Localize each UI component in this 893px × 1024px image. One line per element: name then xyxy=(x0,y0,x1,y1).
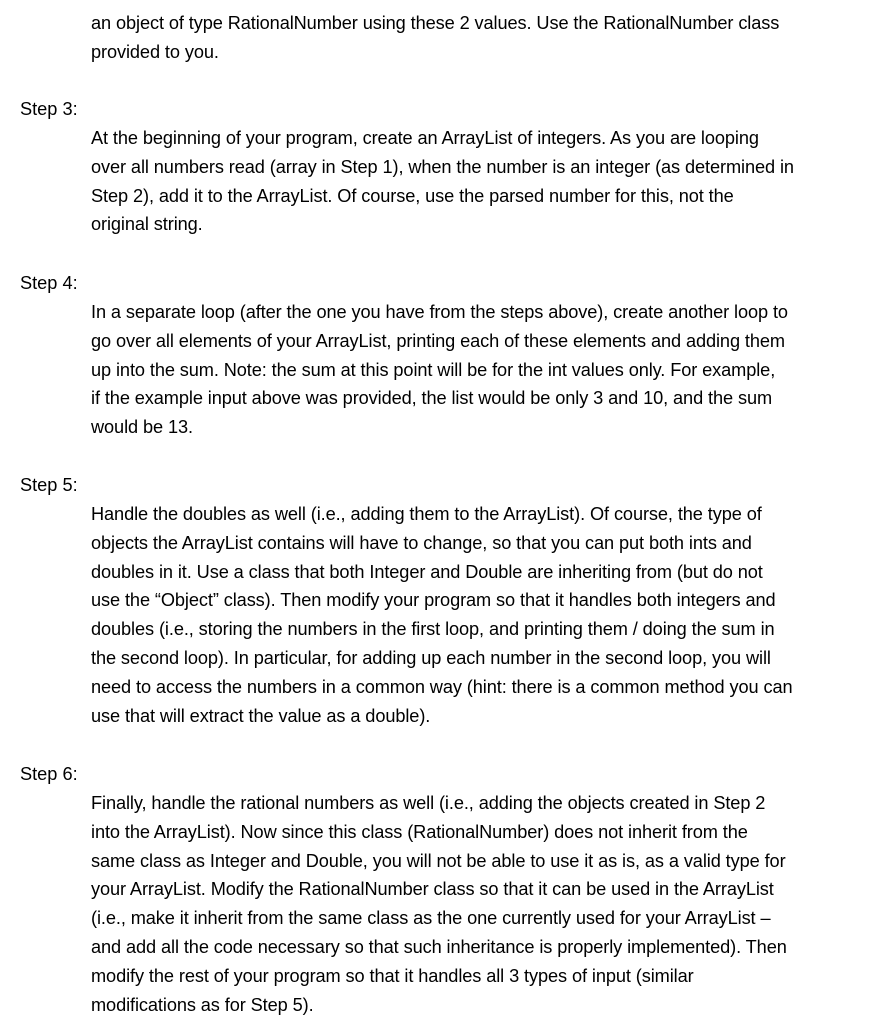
text-line: your ArrayList. Modify the RationalNumber class so that it can be used in the ArrayList xyxy=(91,879,774,900)
text-line: need to access the numbers in a common way (hint: there is a common method you can xyxy=(91,676,793,697)
step-5-paragraph xyxy=(91,500,881,730)
step-5-label: Step 5: xyxy=(20,475,78,495)
text-line: and add all the code necessary so that such inheritance is properly implemented). Then xyxy=(91,936,787,957)
text-line: go over all elements of your ArrayList, printing each of these elements and adding them xyxy=(91,330,785,351)
text-line: same class as Integer and Double, you will not be able to use it as is, as a valid type for xyxy=(91,850,786,871)
text-line: modifications as for Step 5). xyxy=(91,994,314,1015)
text-line: objects the ArrayList contains will have to change, so that you can put both ints and xyxy=(91,532,752,553)
step-6-label: Step 6: xyxy=(20,764,78,784)
text-line: (i.e., make it inherit from the same class as the one currently used for your ArrayList – xyxy=(91,908,771,929)
text-line: original string. xyxy=(91,214,203,235)
text-line: up into the sum. Note: the sum at this point will be for the int values only. For example, xyxy=(91,359,776,380)
text-line: over all numbers read (array in Step 1), when the number is an integer (as determined in xyxy=(91,156,794,177)
text-line: the second loop). In particular, for adding up each number in the second loop, you will xyxy=(91,647,771,668)
text-line: At the beginning of your program, create an ArrayList of integers. As you are looping xyxy=(91,128,759,148)
text-line: Finally, handle the rational numbers as well (i.e., adding the objects created in Step 2 xyxy=(91,793,766,813)
step-4-paragraph xyxy=(91,298,881,442)
step-3-label: Step 3: xyxy=(20,99,78,119)
text-line: Step 2), add it to the ArrayList. Of course, use the parsed number for this, not the xyxy=(91,185,734,206)
text-line: would be 13. xyxy=(91,417,193,438)
text-line: an object of type RationalNumber using these 2 values. Use the RationalNumber class xyxy=(91,13,780,33)
text-line: doubles in it. Use a class that both Integer and Double are inheriting from (but do not xyxy=(91,561,763,582)
text-line: modify the rest of your program so that it handles all 3 types of input (similar xyxy=(91,965,694,986)
step-4-label: Step 4: xyxy=(20,273,78,293)
text-line: Handle the doubles as well (i.e., adding them to the ArrayList). Of course, the type of xyxy=(91,504,762,524)
text-line: provided to you. xyxy=(91,41,219,62)
step-3-paragraph xyxy=(91,124,881,239)
text-line: In a separate loop (after the one you have from the steps above), create another loop to xyxy=(91,302,788,322)
text-line: if the example input above was provided, the list would be only 3 and 10, and the sum xyxy=(91,388,773,409)
text-line: use the “Object” class). Then modify your program so that it handles both integers and xyxy=(91,590,776,611)
intro-paragraph xyxy=(91,9,881,67)
text-line: into the ArrayList). Now since this class (RationalNumber) does not inherit from the xyxy=(91,821,748,842)
text-line: doubles (i.e., storing the numbers in the first loop, and printing them / doing the sum in xyxy=(91,619,775,640)
step-6-paragraph xyxy=(91,789,881,1019)
text-line: use that will extract the value as a double). xyxy=(91,705,431,726)
